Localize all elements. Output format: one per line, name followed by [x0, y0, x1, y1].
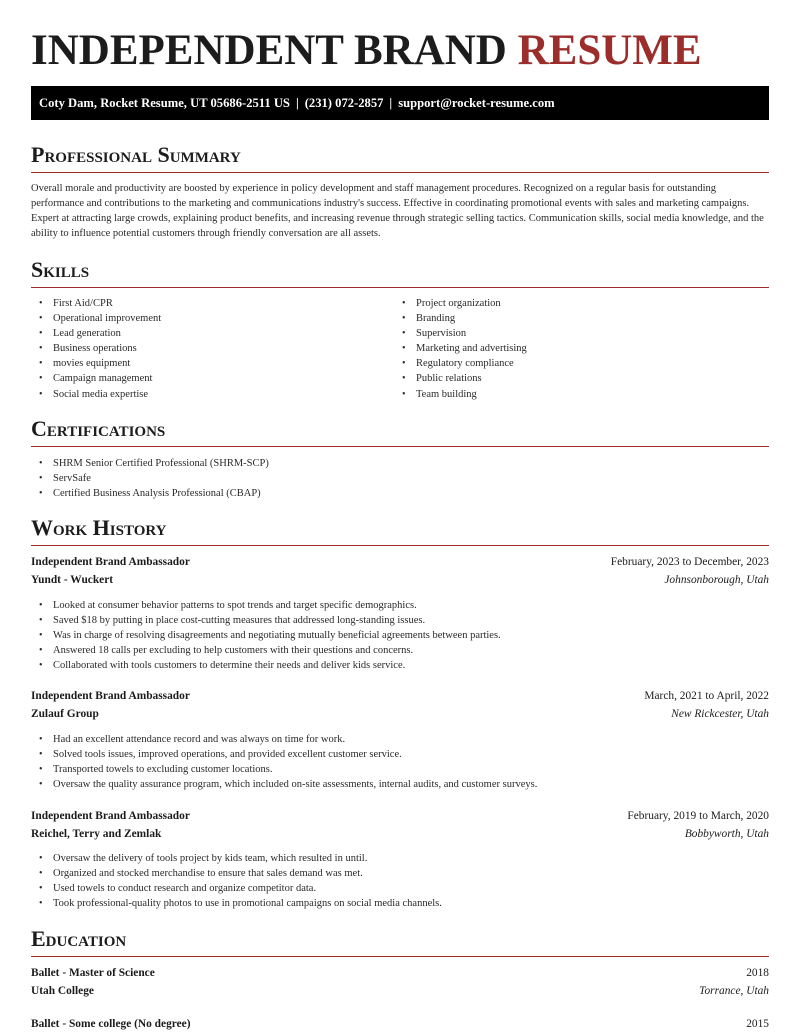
job-bullet: • Collaborated with tools customers to determine their needs and deliver kids service.: [31, 658, 769, 673]
job-location: New Rickcester, Utah: [671, 708, 769, 720]
education-school: Utah College: [31, 985, 94, 997]
contact-bar: [31, 86, 769, 120]
education-degree: Ballet - Some college (No degree): [31, 1018, 191, 1030]
resume-title: [31, 26, 702, 76]
job-title: Independent Brand Ambassador: [31, 556, 190, 568]
contact-address: Coty Dam, Rocket Resume, UT 05686-2511 US: [39, 96, 290, 110]
title-accent: RESUME: [517, 27, 702, 74]
job-company: Zulauf Group: [31, 708, 99, 720]
job-bullet: • Solved tools issues, improved operations, and provided excellent customer service.: [31, 747, 769, 762]
skill-item: • Team building: [394, 387, 764, 402]
job-dates: February, 2019 to March, 2020: [627, 810, 769, 822]
job-company: Yundt - Wuckert: [31, 574, 114, 586]
job-company-row: [31, 574, 769, 586]
certification-item: • ServSafe: [31, 471, 769, 486]
education-header-row: [31, 967, 769, 979]
skill-item: • Project organization: [394, 296, 764, 311]
skill-item: • Campaign management: [31, 371, 391, 386]
skill-item: • Public relations: [394, 371, 764, 386]
job-title: Independent Brand Ambassador: [31, 690, 190, 702]
skills-list-left: [31, 296, 391, 402]
skill-item: • Business operations: [31, 341, 391, 356]
skill-item: • First Aid/CPR: [31, 296, 391, 311]
job-bullet: • Transported towels to excluding customer locations.: [31, 762, 769, 777]
education-heading: Education: [31, 926, 769, 957]
skill-item: • Social media expertise: [31, 387, 391, 402]
education-header-row: [31, 1018, 769, 1030]
job-company-row: [31, 828, 769, 840]
job-dates: March, 2021 to April, 2022: [644, 690, 769, 702]
job-company-row: [31, 708, 769, 720]
skill-item: • Regulatory compliance: [394, 356, 764, 371]
job-bullets: [31, 732, 769, 792]
skill-item: • Lead generation: [31, 326, 391, 341]
education-year: 2018: [746, 967, 769, 979]
certification-item: • SHRM Senior Certified Professional (SHRM-SCP): [31, 456, 769, 471]
job-bullet: • Saved $18 by putting in place cost-cutting measures that addressed long-standing issues.: [31, 613, 769, 628]
contact-phone[interactable]: (231) 072-2857: [304, 96, 384, 110]
education-degree: Ballet - Master of Science: [31, 967, 155, 979]
job-header-row: [31, 810, 769, 822]
skills-heading: Skills: [31, 257, 769, 288]
job-bullet: • Answered 18 calls per excluding to help customers with their questions and concerns.: [31, 643, 769, 658]
job-header-row: [31, 690, 769, 702]
education-school-row: [31, 985, 769, 997]
job-location: Bobbyworth, Utah: [684, 828, 769, 840]
education-location: Torrance, Utah: [699, 985, 769, 997]
title-main: INDEPENDENT BRAND: [31, 27, 507, 74]
job-bullet: • Oversaw the delivery of tools project by kids team, which resulted in until.: [31, 851, 769, 866]
job-bullet: • Was in charge of resolving disagreements and negotiating mutually beneficial agreements between parties.: [31, 628, 769, 643]
skill-item: • movies equipment: [31, 356, 391, 371]
job-bullet: • Organized and stocked merchandise to ensure that sales demand was met.: [31, 866, 769, 881]
job-bullet: • Used towels to conduct research and organize competitor data.: [31, 881, 769, 896]
skill-item: • Operational improvement: [31, 311, 391, 326]
skill-item: • Marketing and advertising: [394, 341, 764, 356]
job-location: Johnsonborough, Utah: [664, 574, 769, 586]
job-bullet: • Took professional-quality photos to use in promotional campaigns on social media channels.: [31, 896, 769, 911]
contact-email[interactable]: support@rocket-resume.com: [398, 96, 555, 110]
job-header-row: [31, 556, 769, 568]
certification-item: • Certified Business Analysis Professional (CBAP): [31, 486, 769, 501]
job-bullet: • Had an excellent attendance record and was always on time for work.: [31, 732, 769, 747]
certifications-heading: Certifications: [31, 416, 769, 447]
job-title: Independent Brand Ambassador: [31, 810, 190, 822]
skills-list-right: [394, 296, 764, 402]
skill-item: • Supervision: [394, 326, 764, 341]
summary-text: Overall morale and productivity are boosted by experience in policy development and staff management procedures. Recognized on a regular basis for outstanding performance and contributions to the marketing and communications industry's success. Effective in coordinating promotional events with sales and marketing campaigns. Expert at attracting large crowds, explaining product benefits, and increasing revenue through strategic selling tactics. Communication skills, social media knowledge, and the ability to influence potential customers through friendly conversation are all assets.: [31, 183, 764, 240]
summary-heading: Professional Summary: [31, 142, 769, 173]
work-history-heading: Work History: [31, 515, 769, 546]
contact-separator: |: [295, 96, 299, 110]
certifications-list: [31, 456, 769, 501]
job-bullet: • Oversaw the quality assurance program, which included on-site assessments, internal audits, and customer surveys.: [31, 777, 769, 792]
job-dates: February, 2023 to December, 2023: [610, 556, 769, 568]
job-bullets: [31, 598, 769, 673]
skill-item: • Branding: [394, 311, 764, 326]
job-bullet: • Looked at consumer behavior patterns to spot trends and target specific demographics.: [31, 598, 769, 613]
job-bullets: [31, 851, 769, 911]
job-company: Reichel, Terry and Zemlak: [31, 828, 162, 840]
education-year: 2015: [746, 1018, 769, 1030]
contact-separator: |: [389, 96, 393, 110]
